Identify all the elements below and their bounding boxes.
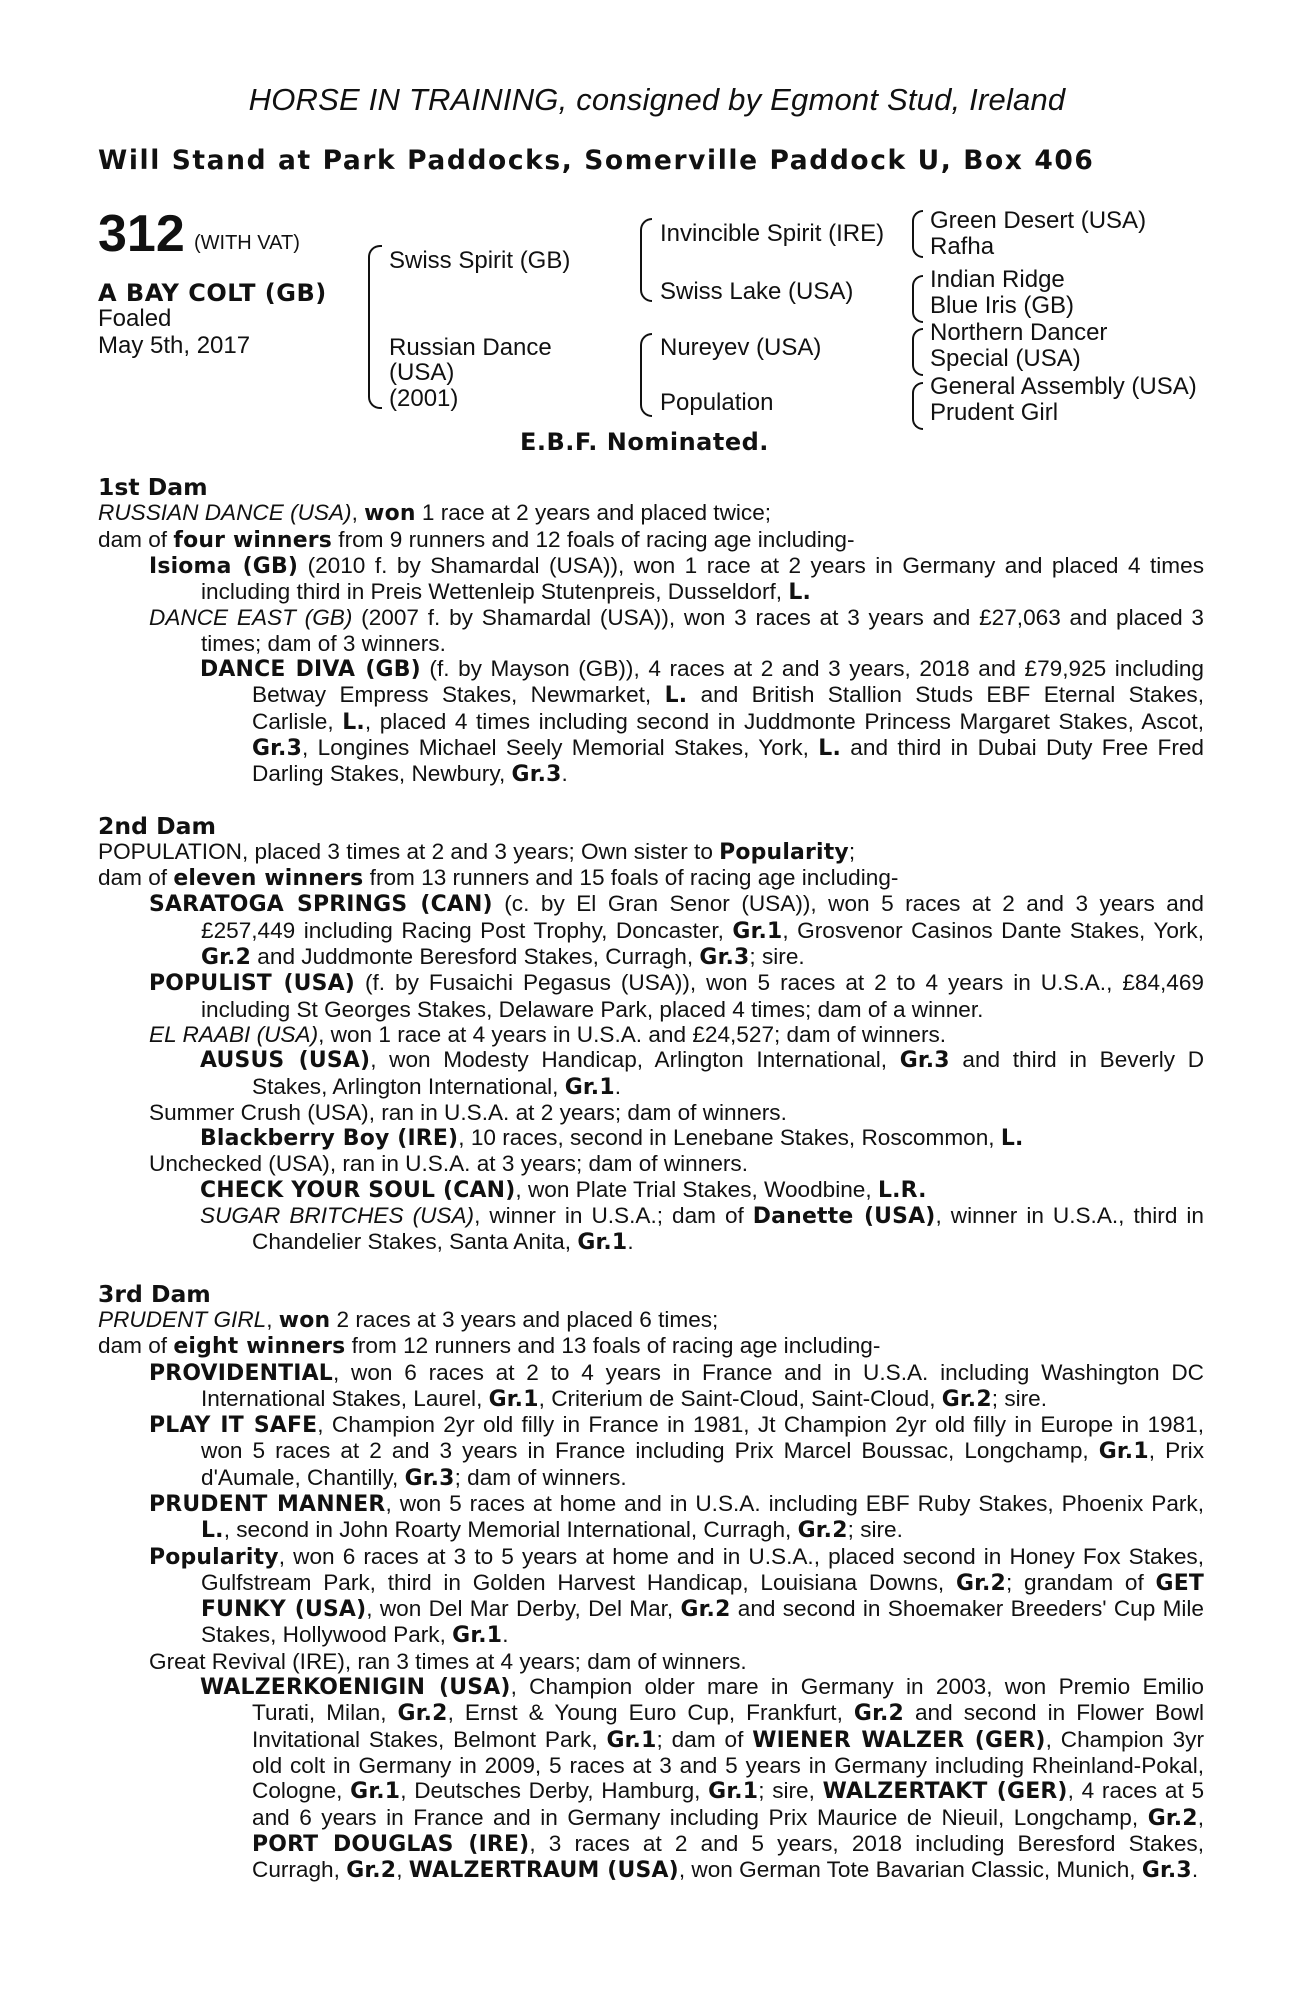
produce-entry: SARATOGA SPRINGS (CAN) (c. by El Gran Senor (USA)), won 5 races at 2 and 3 years and £257,449 including Racing Post Trophy, Doncaster, Gr.1, Grosvenor Casinos Dante Stakes, York, Gr.2 and Juddmonte Beresford Stakes, Curragh, Gr.3; sire. [149,891,1204,971]
produce-entry: Summer Crush (USA), ran in U.S.A. at 2 years; dam of winners. [149,1099,787,1125]
third-dam-produce-list [98,1360,1204,1884]
vat-note: (WITH VAT) [194,232,300,254]
dam-sections [98,475,1204,1883]
pedigree-sire: Swiss Spirit (GB) [389,247,571,274]
first-dam-section [98,475,1204,788]
second-dam-heading: 2nd Dam [98,811,216,840]
pedigree-dam-sire: Nureyev (USA) [660,334,822,361]
third-dam-intro: PRUDENT GIRL, won 2 races at 3 years and placed 6 times; [98,1306,719,1333]
produce-entry: Popularity, won 6 races at 3 to 5 years at home and in U.S.A., placed second in Honey Fox Stakes, Gulfstream Park, third in Golden Harvest Handicap, Louisiana Downs, Gr.2; grandam of GET FUNKY (USA), won Del Mar Derby, Del Mar, Gr.2 and second in Shoemaker Breeders' Cup Mile Stakes, Hollywood Park, Gr.1. [149,1543,1205,1649]
pedigree-sd-sire: Indian Ridge [930,266,1065,293]
second-dam-intro: POPULATION, placed 3 times at 2 and 3 years; Own sister to Popularity; [98,838,856,865]
third-dam-section [98,1279,1205,1884]
produce-entry: PRUDENT MANNER, won 5 races at home and in U.S.A. including EBF Ruby Stakes, Phoenix Park, L., second in John Roarty Memorial International, Curragh, Gr.2; sire. [149,1490,1204,1544]
produce-entry: Isioma (GB) (2010 f. by Shamardal (USA)), won 1 race at 2 years in Germany and placed 4 times including third in Preis Wettenleip Stutenpreis, Dusseldorf, L. [149,552,1204,606]
second-dam-produce-list [98,891,1204,1255]
produce-entry: SUGAR BRITCHES (USA), winner in U.S.A.; dam of Danette (USA), winner in U.S.A., third in Chandelier Stakes, Santa Anita, Gr.1. [200,1203,1204,1256]
second-dam-produce-summary: dam of eleven winners from 13 runners and 15 foals of racing age including- [98,865,899,892]
lot-description: A BAY COLT (GB) [98,279,327,307]
foaled-label: Foaled [98,305,172,332]
produce-entry: Unchecked (USA), ran in U.S.A. at 3 years; dam of winners. [149,1151,748,1177]
produce-entry: EL RAABI (USA), won 1 race at 4 years in U.S.A. and £24,527; dam of winners. [149,1021,947,1047]
produce-entry: DANCE EAST (GB) (2007 f. by Shamardal (USA)), won 3 races at 3 years and £27,063 and placed 3 times; dam of 3 winners. [149,605,1204,656]
produce-entry: PLAY IT SAFE, Champion 2yr old filly in France in 1981, Jt Champion 2yr old filly in Europe in 1981, won 5 races at 2 and 3 years in France including Prix Marcel Boussac, Longchamp, Gr.1, Prix d'Aumale, Chantilly, Gr.3; dam of winners. [149,1412,1205,1491]
produce-entry: DANCE DIVA (GB) (f. by Mayson (GB)), 4 races at 2 and 3 years, 2018 and £79,925 including Betway Empress Stakes, Newmarket, L. and British Stallion Studs EBF Eternal Stakes, Carlisle, L., placed 4 times including second in Juddmonte Princess Margaret Stakes, Ascot, Gr.3, Longines Michael Seely Memorial Stakes, York, L. and third in Dubai Duty Free Fred Darling Stakes, Newbury, Gr.3. [200,656,1205,788]
pedigree-dd-dam: Prudent Girl [930,399,1059,426]
produce-entry: Blackberry Boy (IRE), 10 races, second in Lenebane Stakes, Roscommon, L. [200,1125,1024,1152]
pedigree-bracket-dd [912,382,923,430]
third-dam-heading: 3rd Dam [98,1279,211,1308]
pedigree-ss-dam: Rafha [930,233,995,260]
pedigree-dam-line2: (USA) [389,359,455,386]
second-dam-section [98,811,1205,1256]
pedigree-bracket-ds [912,328,923,376]
page-title: HORSE IN TRAINING, consigned by Egmont Stud, Ireland [248,82,1066,117]
produce-entry: AUSUS (USA), won Modesty Handicap, Arlington International, Gr.3 and third in Beverly D Stakes, Arlington International, Gr.1. [200,1047,1205,1100]
stand-location: Will Stand at Park Paddocks, Somerville Paddock U, Box 406 [98,145,1095,176]
pedigree-sire-dam: Swiss Lake (USA) [660,278,854,305]
ebf-nomination: E.B.F. Nominated. [520,428,769,456]
pedigree-dam-dam: Population [660,389,774,416]
pedigree-sd-dam: Blue Iris (GB) [930,292,1075,319]
pedigree-dam-line3: (2001) [389,385,459,412]
pedigree-dd-sire: General Assembly (USA) [930,373,1197,400]
pedigree-bracket-gen1 [368,245,382,409]
foaled-date: May 5th, 2017 [98,332,251,359]
pedigree-ds-sire: Northern Dancer [930,319,1108,346]
pedigree-dam-line1: Russian Dance [389,334,552,361]
pedigree-bracket-dam [640,333,652,417]
produce-entry: CHECK YOUR SOUL (CAN), won Plate Trial Stakes, Woodbine, L.R. [200,1176,927,1203]
produce-entry: WALZERKOENIGIN (USA), Champion older mare in Germany in 2003, won Premio Emilio Turati, Milan, Gr.2, Ernst & Young Euro Cup, Frankfurt, Gr.2 and second in Flower Bowl Invitational Stakes, Belmont Park, Gr.1; dam of WIENER WALZER (GER), Champion 3yr old colt in Germany in 2009, 5 races at 3 and 5 years in Germany including Rheinland-Pokal, Cologne, Gr.1, Deutsches Derby, Hamburg, Gr.1; sire, WALZERTAKT (GER), 4 races at 5 and 6 years in France and in Germany including Prix Maurice de Nieuil, Longchamp, Gr.2, PORT DOUGLAS (IRE), 3 races at 2 and 5 years, 2018 including Beresford Stakes, Curragh, Gr.2, WALZERTRAUM (USA), won German Tote Bavarian Classic, Munich, Gr.3. [200,1674,1205,1884]
lot-number: 312 [98,205,185,263]
pedigree-bracket-sire [640,218,652,302]
first-dam-intro: RUSSIAN DANCE (USA), won 1 race at 2 years and placed twice; [98,500,772,527]
pedigree-sire-sire: Invincible Spirit (IRE) [660,220,885,247]
pedigree-bracket-sd [912,275,923,323]
first-dam-produce-summary: dam of four winners from 9 runners and 12 foals of racing age including- [98,526,855,553]
pedigree-ds-dam: Special (USA) [930,345,1081,372]
pedigree-ss-sire: Green Desert (USA) [930,207,1147,234]
produce-entry: PROVIDENTIAL, won 6 races at 2 to 4 years in France and in U.S.A. including Washington DC International Stakes, Laurel, Gr.1, Criterium de Saint-Cloud, Saint-Cloud, Gr.2; sire. [149,1359,1204,1412]
produce-entry: Great Revival (IRE), ran 3 times at 4 years; dam of winners. [149,1648,747,1674]
pedigree-bracket-ss [912,210,923,258]
first-dam-produce-list [98,553,1204,788]
first-dam-heading: 1st Dam [98,473,208,501]
third-dam-produce-summary: dam of eight winners from 12 runners and 13 foals of racing age including- [98,1333,881,1360]
produce-entry: POPULIST (USA) (f. by Fusaichi Pegasus (USA)), won 5 races at 2 to 4 years in U.S.A., £84,469 including St Georges Stakes, Delaware Park, placed 4 times; dam of a winner. [149,970,1204,1022]
